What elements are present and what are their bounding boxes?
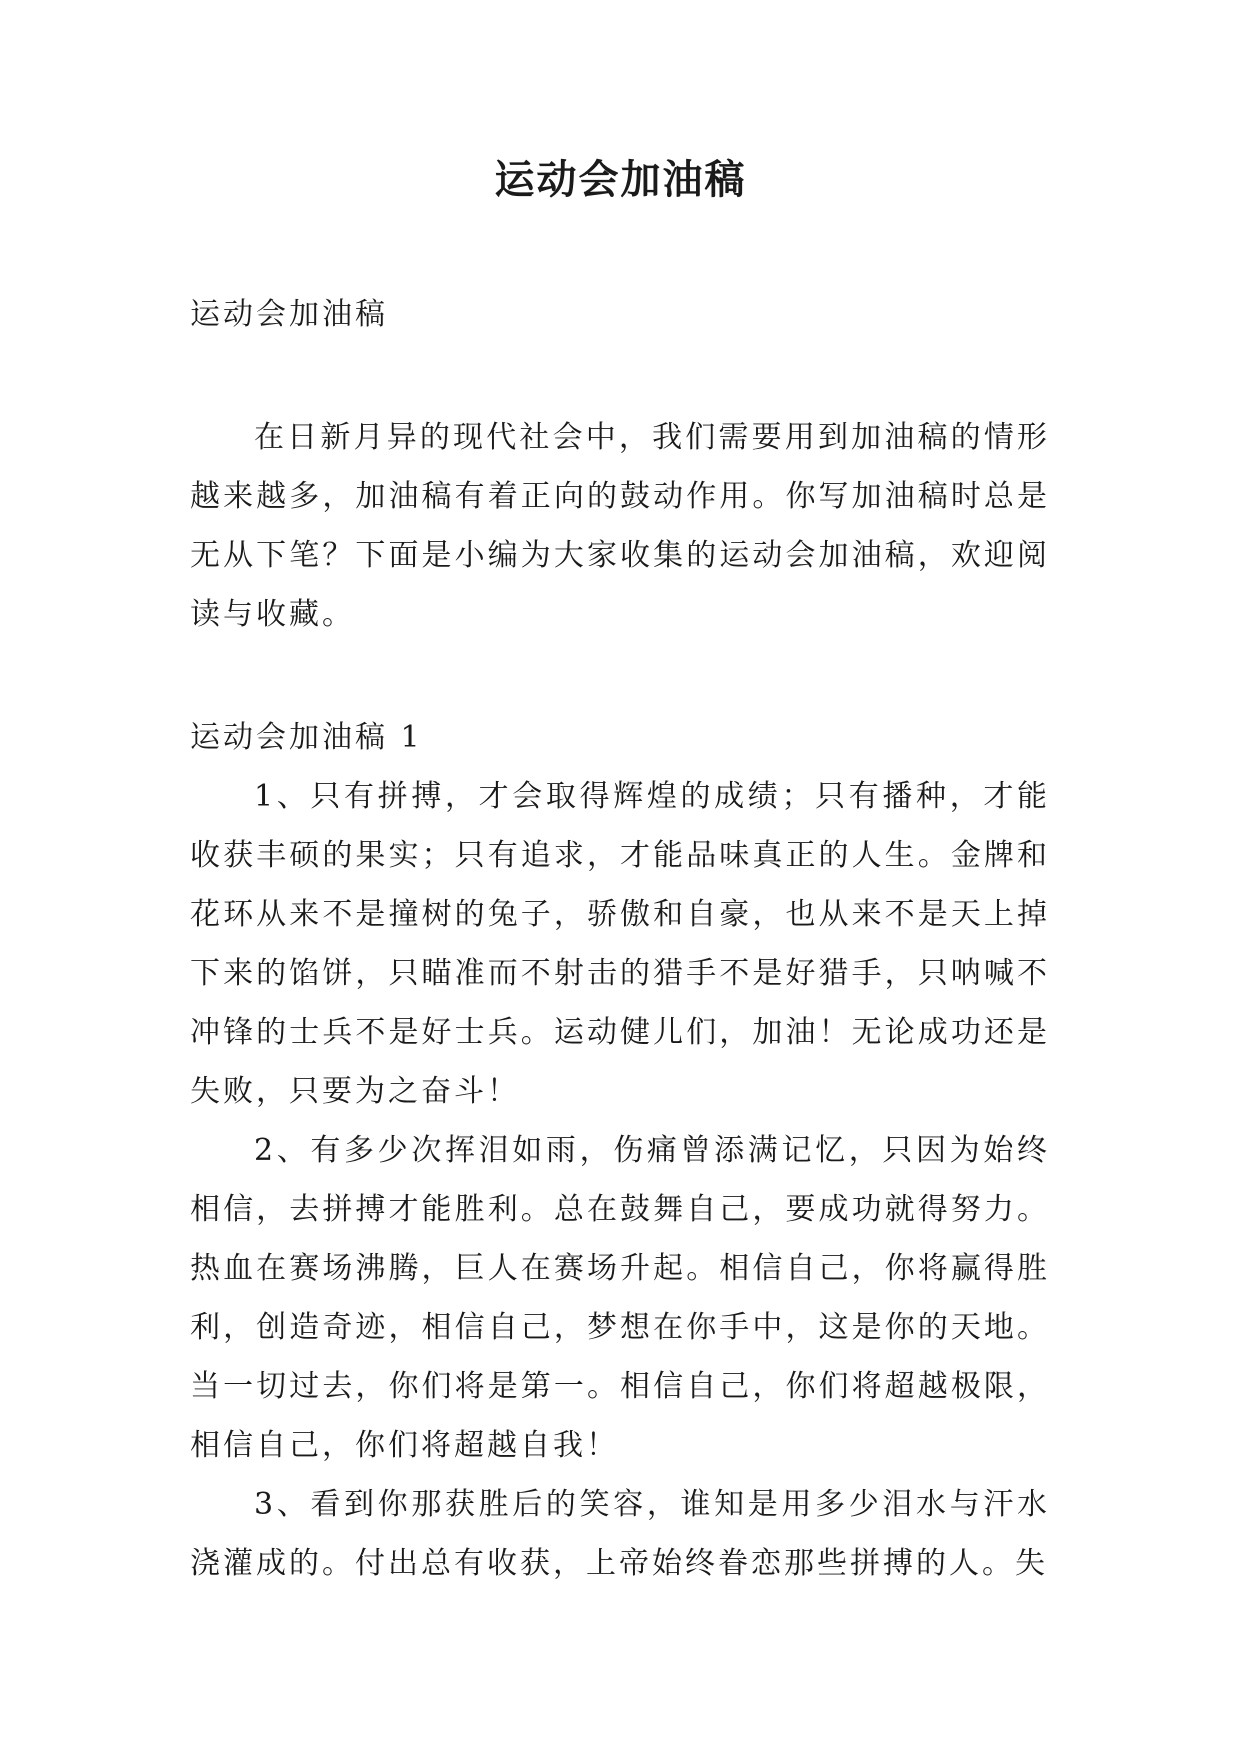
- document-subtitle: 运动会加油稿: [190, 297, 388, 332]
- intro-paragraph: 在日新月异的现代社会中，我们需要用到加油稿的情形越来越多，加油稿有着正向的鼓动作用。你写加油稿时总是无从下笔？下面是小编为大家收集的运动会加油稿，欢迎阅读与收藏。: [190, 420, 1050, 632]
- paragraph-3: 3、看到你那获胜后的笑容，谁知是用多少泪水与汗水浇灌成的。付出总有收获，上帝始终眷恋那些拼搏的人。失: [190, 1487, 1050, 1581]
- document-body: [190, 285, 1050, 1593]
- section-heading: 运动会加油稿 1: [190, 720, 423, 755]
- paragraph-1: 1、只有拼搏，才会取得辉煌的成绩；只有播种，才能收获丰硕的果实；只有追求，才能品味真正的人生。金牌和花环从来不是撞树的兔子，骄傲和自豪，也从来不是天上掉下来的馅饼，只瞄准而不射击的猎手不是好猎手，只呐喊不冲锋的士兵不是好士兵。运动健儿们，加油！无论成功还是失败，只要为之奋斗！: [190, 779, 1050, 1109]
- document-title: 运动会加油稿: [494, 157, 747, 203]
- paragraph-2: 2、有多少次挥泪如雨，伤痛曾添满记忆，只因为始终相信，去拼搏才能胜利。总在鼓舞自己，要成功就得努力。热血在赛场沸腾，巨人在赛场升起。相信自己，你将赢得胜利，创造奇迹，相信自己，梦想在你手中，这是你的天地。当一切过去，你们将是第一。相信自己，你们将超越极限，相信自己，你们将超越自我！: [190, 1133, 1050, 1463]
